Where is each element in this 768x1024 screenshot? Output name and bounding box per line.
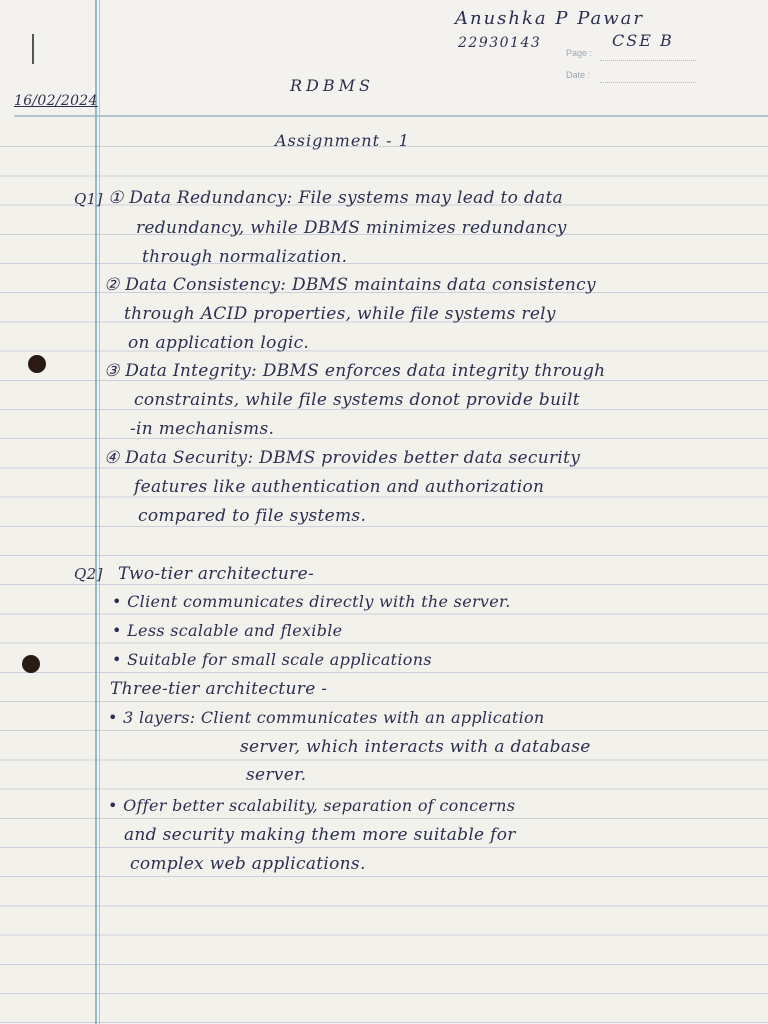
q2-line: Two-tier architecture-	[118, 564, 315, 584]
q2-line: • Suitable for small scale applications	[112, 650, 432, 669]
q2-line: Three-tier architecture -	[110, 679, 328, 699]
student-name: Anushka P Pawar	[455, 8, 644, 29]
punch-hole-top	[28, 355, 46, 373]
roll-number: 22930143	[458, 35, 542, 51]
top-rule-line	[14, 115, 768, 117]
q1-line: ① Data Redundancy: File systems may lead to data	[108, 188, 564, 208]
q2-line: and security making them more suitable for	[124, 825, 516, 845]
q1-line: -in mechanisms.	[130, 419, 275, 439]
q1-line: ③ Data Integrity: DBMS enforces data integrity through	[104, 361, 606, 381]
q2-line: • Client communicates directly with the server.	[112, 592, 511, 611]
question-1-number: Q1]	[74, 190, 103, 208]
q2-line: • 3 layers: Client communicates with an application	[108, 708, 545, 727]
subject-title: RDBMS	[290, 76, 374, 95]
margin-line-secondary	[99, 0, 100, 1024]
q1-line: through ACID properties, while file systems rely	[124, 304, 556, 324]
class-section: CSE B	[612, 31, 674, 50]
entry-date: 16/02/2024	[14, 93, 98, 109]
page-header-area	[0, 0, 768, 118]
q2-line: • Offer better scalability, separation of concerns	[108, 796, 516, 815]
q1-line: features like authentication and authorization	[134, 477, 545, 497]
q1-line: constraints, while file systems donot provide built	[134, 390, 580, 410]
q2-line: server.	[246, 765, 307, 785]
question-2-number: Q2]	[74, 565, 103, 583]
date-label: Date :	[566, 70, 591, 80]
date-dots	[600, 82, 696, 83]
q1-line: compared to file systems.	[138, 506, 367, 526]
q1-line: on application logic.	[128, 333, 310, 353]
punch-hole-bottom	[22, 655, 40, 673]
page-label: Page :	[566, 48, 593, 58]
q2-line: • Less scalable and flexible	[112, 621, 343, 640]
assignment-title: Assignment - 1	[275, 131, 410, 150]
q1-line: through normalization.	[142, 247, 348, 267]
q2-line: complex web applications.	[130, 854, 366, 874]
q1-line: ④ Data Security: DBMS provides better data security	[104, 448, 581, 468]
q2-line: server, which interacts with a database	[240, 737, 591, 757]
margin-line	[95, 0, 97, 1024]
q1-line: ② Data Consistency: DBMS maintains data consistency	[104, 275, 596, 295]
q1-line: redundancy, while DBMS minimizes redundancy	[136, 218, 567, 238]
page-dots	[600, 60, 696, 61]
edge-mark	[32, 34, 34, 64]
